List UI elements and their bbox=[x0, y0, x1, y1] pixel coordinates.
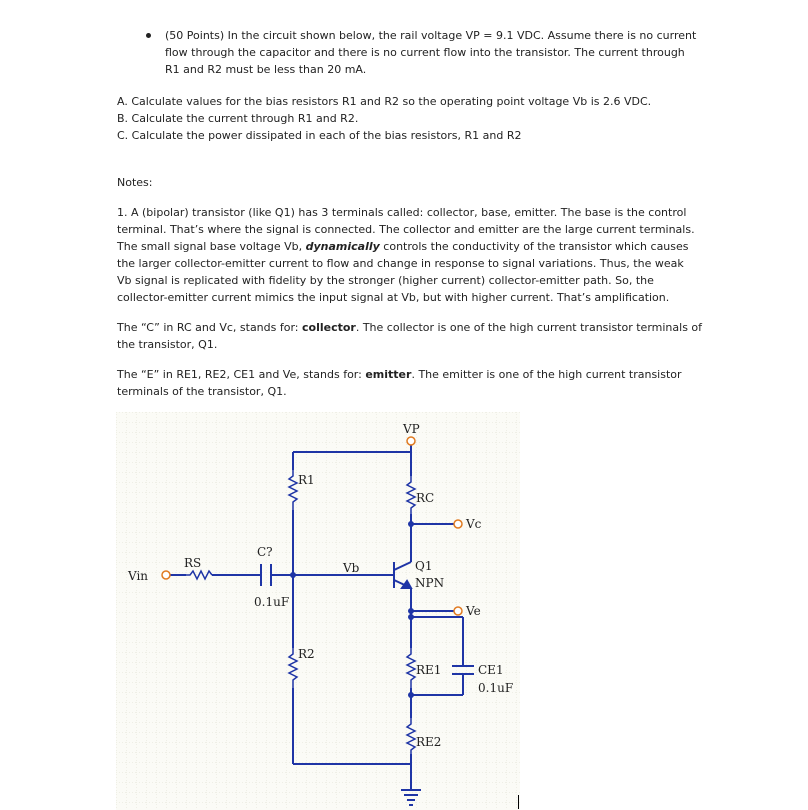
label-ve: Ve bbox=[466, 604, 481, 618]
label-ce1: CE1 bbox=[478, 663, 504, 677]
emphasis-collector: collector bbox=[302, 321, 356, 334]
vp-terminal bbox=[407, 437, 415, 445]
label-r2: R2 bbox=[298, 647, 315, 661]
label-re2: RE2 bbox=[416, 735, 442, 749]
note-1-line-4: the larger collector-emitter current to flow and change in response to signal variations. Thus, the weak bbox=[117, 257, 684, 270]
part-b: B. Calculate the current through R1 and R2. bbox=[117, 112, 359, 125]
label-re1: RE1 bbox=[416, 663, 442, 677]
note-1-line-3 bbox=[117, 238, 689, 255]
vin-terminal bbox=[162, 571, 170, 579]
label-r1: R1 bbox=[298, 473, 315, 487]
label-vp: VP bbox=[403, 422, 420, 436]
emphasis-dynamically: dynamically bbox=[305, 240, 380, 253]
notes-heading: Notes: bbox=[117, 176, 153, 189]
problem-line-2: flow through the capacitor and there is no current flow into the transistor. The current through bbox=[165, 46, 685, 59]
label-vin: Vin bbox=[128, 569, 149, 583]
note-3-line-1 bbox=[117, 366, 682, 383]
note-2-line-1 bbox=[117, 319, 702, 336]
label-npn: NPN bbox=[415, 576, 445, 590]
note-1-line-5: Vb signal is replicated with fidelity by the stronger (higher current) collector-emitter path. So, the bbox=[117, 274, 654, 287]
note-1-line-3-end: controls the conductivity of the transistor which causes bbox=[379, 240, 689, 253]
label-c-value: 0.1uF bbox=[254, 595, 290, 609]
note-1-line-2: terminal. That’s where the signal is connected. The collector and emitter are the large current terminals. bbox=[117, 223, 695, 236]
note-2-line-1-start: The “C” in RC and Vc, stands for: bbox=[117, 321, 302, 334]
part-c: C. Calculate the power dissipated in each of the bias resistors, R1 and R2 bbox=[117, 129, 522, 142]
note-2-line-1-end: . The collector is one of the high current transistor terminals of bbox=[355, 321, 703, 334]
bullet-icon bbox=[146, 33, 151, 38]
vc-terminal bbox=[454, 520, 462, 528]
label-q1: Q1 bbox=[415, 559, 433, 573]
label-vc: Vc bbox=[466, 517, 482, 531]
note-1-line-3-start: The small signal base voltage Vb, bbox=[117, 240, 306, 253]
note-3-line-1-start: The “E” in RE1, RE2, CE1 and Ve, stands for: bbox=[117, 368, 366, 381]
problem-line-1: (50 Points) In the circuit shown below, the rail voltage VP = 9.1 VDC. Assume there is no current bbox=[165, 29, 697, 42]
note-3-line-2: terminals of the transistor, Q1. bbox=[117, 385, 287, 398]
label-vb: Vb bbox=[343, 561, 360, 575]
note-3-line-1-end: . The emitter is one of the high current transistor bbox=[411, 368, 682, 381]
problem-line-3: R1 and R2 must be less than 20 mA. bbox=[165, 63, 367, 76]
ve-terminal bbox=[454, 607, 462, 615]
label-c-ref: C? bbox=[257, 545, 273, 559]
text-cursor bbox=[518, 795, 519, 809]
circuit-diagram bbox=[116, 412, 520, 810]
part-a: A. Calculate values for the bias resistors R1 and R2 so the operating point voltage Vb is 2.6 VDC. bbox=[117, 95, 652, 108]
emphasis-emitter: emitter bbox=[365, 368, 412, 381]
note-1-line-1: 1. A (bipolar) transistor (like Q1) has 3 terminals called: collector, base, emitter. The base is the control bbox=[117, 206, 687, 219]
note-2-line-2: the transistor, Q1. bbox=[117, 338, 218, 351]
note-1-line-6: collector-emitter current mimics the input signal at Vb, but with higher current. That’s amplification. bbox=[117, 291, 670, 304]
label-rs: RS bbox=[184, 556, 202, 570]
label-rc: RC bbox=[416, 491, 435, 505]
label-ce1-value: 0.1uF bbox=[478, 681, 514, 695]
